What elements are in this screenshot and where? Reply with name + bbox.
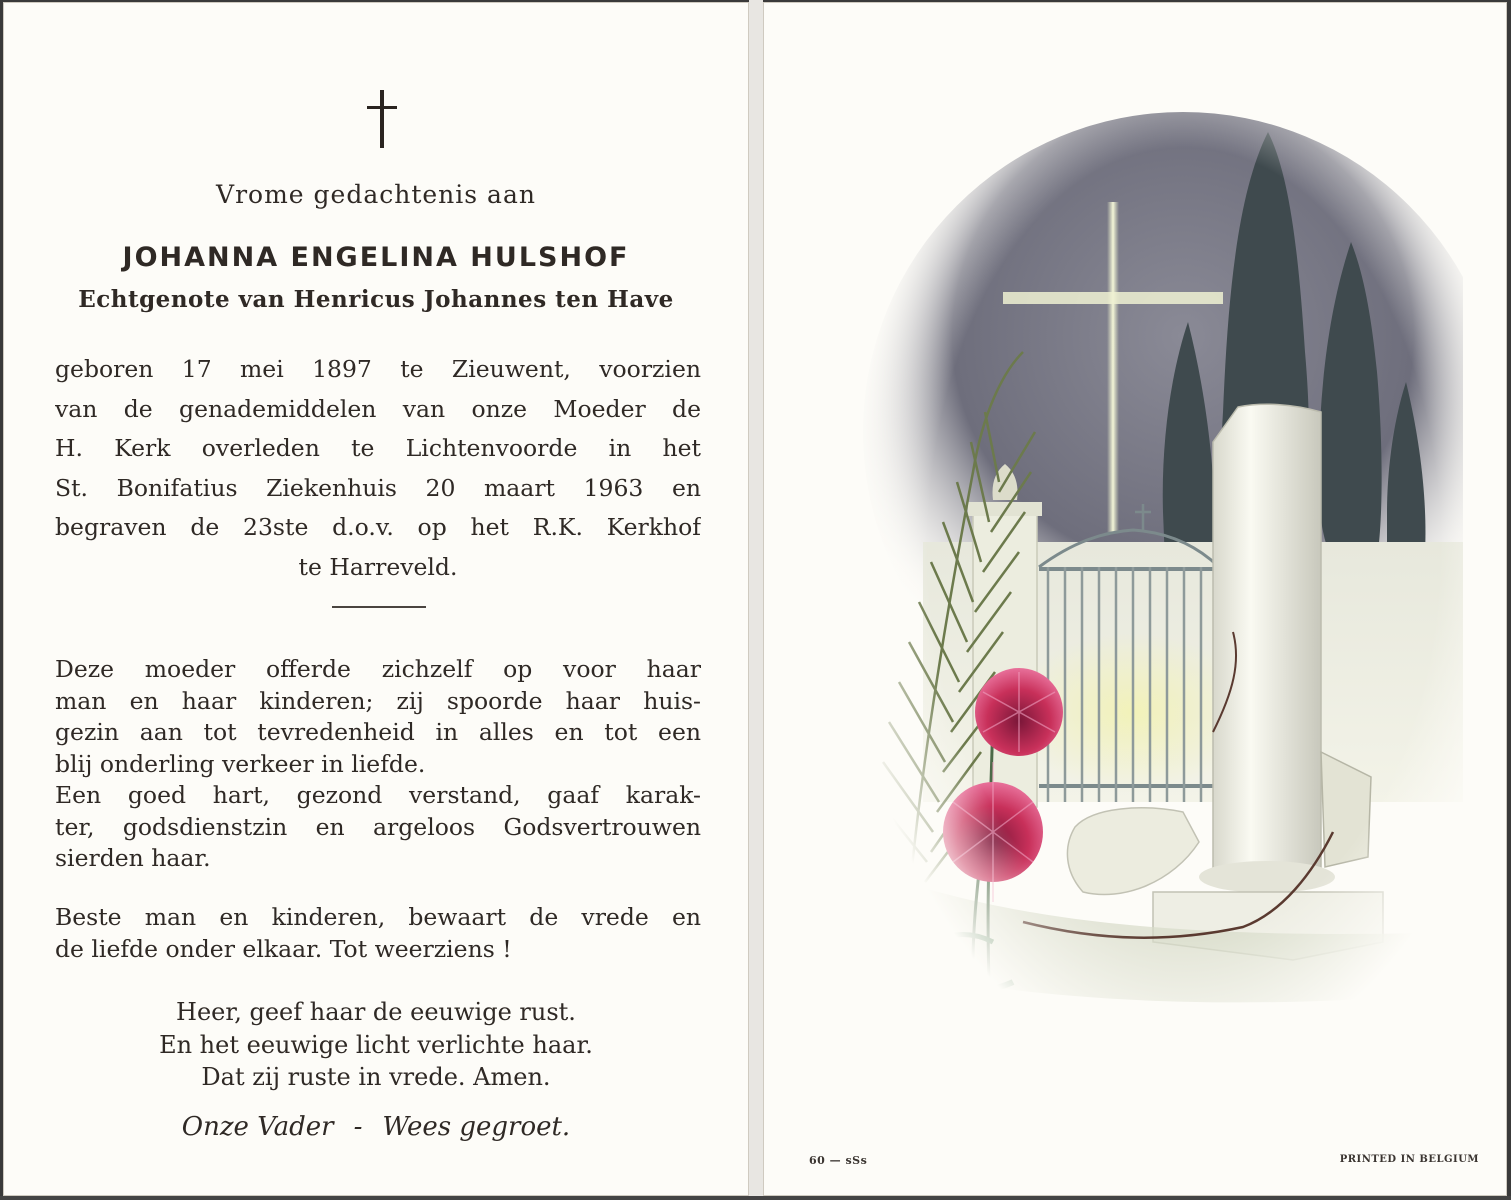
spouse-line: Echtgenote van Henricus Johannes ten Have	[78, 286, 674, 313]
eulogy-line: Deze moeder offerde zichzelf op voor haar	[55, 655, 701, 683]
bio-line: geboren 17 mei 1897 te Zieuwent, voorzien	[55, 355, 701, 383]
vignette	[843, 112, 1463, 1072]
farewell-line: de liefde onder elkaar. Tot weerziens !	[55, 934, 512, 963]
biography-paragraph	[55, 350, 701, 587]
print-code: 60 — sSs	[809, 1154, 868, 1167]
bio-line: H. Kerk overleden te Lichtenvoorde in het	[55, 434, 701, 462]
closing-prayers	[3, 1112, 749, 1142]
bio-line: van de genademiddelen van onze Moeder de	[55, 394, 701, 423]
scan-edge	[0, 1196, 1511, 1200]
printed-in-label: PRINTED IN BELGIUM	[1339, 1154, 1479, 1165]
memorial-card-text-side	[3, 2, 749, 1196]
eulogy-line: gezin aan tot tevredenheid in alles en tot een	[55, 718, 701, 746]
prayer-line: Heer, geef haar de eeuwige rust.	[176, 998, 576, 1026]
cemetery-illustration	[843, 112, 1463, 1072]
prayer-block	[3, 996, 749, 1094]
eulogy-line: man en haar kinderen; zij spoorde haar huis-	[55, 686, 701, 715]
closing-separator: -	[353, 1112, 363, 1142]
eulogy-paragraph	[55, 654, 701, 875]
eulogy-line: ter, godsdienstzin en argeloos Godsvertrouwen	[55, 812, 701, 841]
eulogy-line: blij onderling verkeer in liefde.	[55, 749, 426, 778]
memorial-intro: Vrome gedachtenis aan	[216, 180, 536, 209]
bio-line: te Harreveld.	[298, 552, 458, 581]
closing-prayer-our-father: Onze Vader	[181, 1112, 334, 1142]
section-divider	[332, 606, 426, 608]
prayer-line: En het eeuwige licht verlichte haar.	[159, 1030, 593, 1059]
deceased-name: JOHANNA ENGELINA HULSHOF	[122, 242, 630, 273]
eulogy-line: sierden haar.	[55, 844, 211, 872]
memorial-card-image-side	[763, 2, 1507, 1196]
prayer-line: Dat zij ruste in vrede. Amen.	[201, 1063, 551, 1091]
eulogy-line: Een goed hart, gezond verstand, gaaf karak-	[55, 781, 701, 809]
closing-prayer-hail-mary: Wees gegroet.	[382, 1112, 571, 1142]
farewell-line: Beste man en kinderen, bewaart de vrede en	[55, 903, 701, 931]
card-gutter	[749, 0, 763, 1200]
farewell-paragraph	[55, 902, 701, 965]
cross-icon	[363, 90, 403, 150]
bio-line: St. Bonifatius Ziekenhuis 20 maart 1963 en	[55, 473, 701, 502]
bio-line: begraven de 23ste d.o.v. op het R.K. Kerkhof	[55, 513, 701, 541]
